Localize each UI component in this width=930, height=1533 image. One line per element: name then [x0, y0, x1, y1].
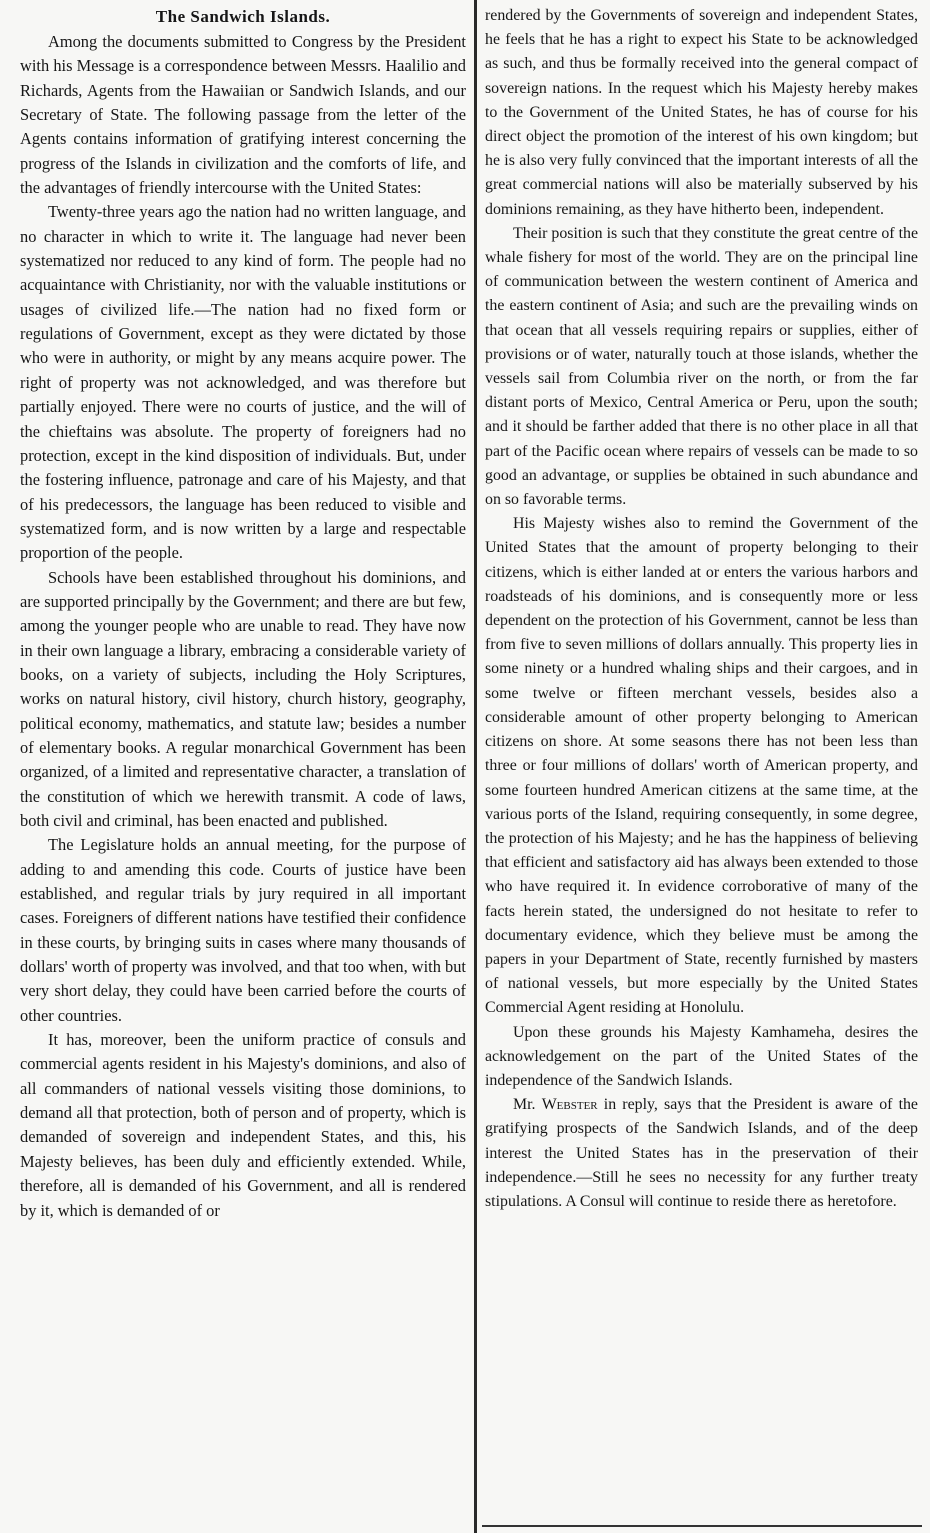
- paragraph-property: His Majesty wishes also to remind the Government of the United States that the amount of property belonging to their citizens, which is either landed at or enters the various harbors and roadsteads of his dominions, and is consequently more or less dependent on the protection of his Government, cannot be less than from five to seven millions of dollars annually. This property lies in some ninety or a hundred whaling ships and their cargoes, and in some twelve or fifteen merchant vessels, besides also a considerable amount of other property belonging to American citizens on shore. At some seasons there has not been less than three or four millions of dollars' worth of American property, and some fourteen hundred American citizens at the same time, at the various ports of the Island, requiring consequently, in some degree, the protection of his Majesty; and he has the happiness of believing that efficient and satisfactory aid has always been extended to those who have required it. In evidence corroborative of many of the facts herein stated, the undersigned do not hesitate to refer to documentary evidence, which they believe must be among the papers in your Department of State, recently furnished by masters of national vessels, but more especially by the United States Commercial Agent residing at Honolulu.: [485, 515, 918, 1017]
- bottom-rule: [482, 1525, 922, 1527]
- webster-name: Webster: [541, 1096, 598, 1114]
- paragraph-consuls: It has, moreover, been the uniform practice of consuls and commercial agents resident in his Majesty's dominions, and also of all commanders of national vessels visiting those dominions, to demand all that protection, both of person and of property, which is demanded of sovereign and independent States, and this, his Majesty believes, has been duly and efficiently extended. While, therefore, all is demanded of his Government, and all is rendered by it, which is demanded of or: [20, 1030, 466, 1220]
- paragraph-webster-reply: [485, 1093, 918, 1214]
- paragraph-continuation: rendered by the Governments of sovereign and independent States, he feels that he has a right to expect his State to be acknowledged as such, and thus be formally received into the general compact of sovereign nations. In the request which his Majesty hereby makes to the Government of the United States, he has of course for his direct object the promotion of the interest of his own kingdom; but he is also very fully convinced that the important interests of all the great commercial nations will also be materially subserved by his dominions remaining, as they have hitherto been, independent.: [485, 7, 918, 218]
- paragraph-schools: Schools have been established throughout his dominions, and are supported principally by the Government; and there are but few, among the younger people who are unable to read. They have now in their own language a library, embracing a considerable variety of books, on a variety of subjects, including the Holy Scriptures, works on natural history, civil history, church history, geography, political economy, mathematics, and statute law; besides a number of elementary books. A regular monarchical Government has been organized, of a limited and representative character, a translation of the constitution of which we herewith transmit. A code of laws, both civil and criminal, has been enacted and published.: [20, 567, 466, 830]
- paragraph-grounds: Upon these grounds his Majesty Kamhameha, desires the acknowledgement on the part of the United States of the independence of the Sandwich Islands.: [485, 1023, 918, 1089]
- paragraph-language: Twenty-three years ago the nation had no written language, and no character in which to write it. The language had never been systematized nor reduced to any kind of form. The people had no acquaintance with Christianity, nor with the valuable institutions or usages of civilized life.—The nation had no fixed form or regulations of Government, except as they were dictated by those who were in authority, or might by any means acquire power. The right of property was not acknowledged, and was therefore but partially enjoyed. There were no courts of justice, and the will of the chieftains was absolute. The property of foreigners had no protection, except in the kind disposition of individuals. But, under the fostering influence, patronage and care of his Majesty, and that of his predecessors, the language has been reduced to visible and systematized form, and is now written by a large and respectable proportion of the people.: [20, 202, 466, 563]
- article-title: The Sandwich Islands.: [155, 7, 331, 26]
- paragraph-legislature: The Legislature holds an annual meeting, for the purpose of adding to and amending this code. Courts of justice have been established, and regular trials by jury required in all important cases. Foreigners of different nations have testified their confidence in these courts, by bringing suits in cases where many thousands of dollars' worth of property was involved, and that too when, with but very short delay, they could have been carried before the courts of other countries.: [20, 835, 466, 1025]
- intro-paragraph: Among the documents submitted to Congress by the President with his Message is a correspondence between Messrs. Haalilio and Richards, Agents from the Hawaiian or Sandwich Islands, and our Secretary of State. The following passage from the letter of the Agents contains information of gratifying interest concerning the progress of the Islands in civilization and the comforts of life, and the advantages of friendly intercourse with the United States:: [20, 32, 466, 198]
- paragraph-position: Their position is such that they constitute the great centre of the whale fishery for most of the world. They are on the principal line of communication between the western continent of America and the eastern continent of Asia; and such are the prevailing winds on that ocean that all vessels requiring repairs or supplies, either of provisions or of water, naturally touch at those islands, whether the vessels sail from Columbia river on the north, or from the far distant ports of Mexico, Central America or Peru, upon the south; and it should be farther added that there is no other place in all that part of the Pacific ocean where repairs of vessels can be made to so good an advantage, or supplies be obtained in such abundance and on so favorable terms.: [485, 224, 918, 509]
- right-column: [477, 0, 930, 1533]
- webster-text: in reply, says that the President is aware of the gratifying prospects of the Sandwich Islands, and of the deep interest the United States has in the preservation of their independence.—Still he sees no necessity for any further treaty stipulations. A Consul will continue to reside there as heretofore.: [485, 1096, 918, 1210]
- webster-prefix: Mr.: [513, 1096, 536, 1114]
